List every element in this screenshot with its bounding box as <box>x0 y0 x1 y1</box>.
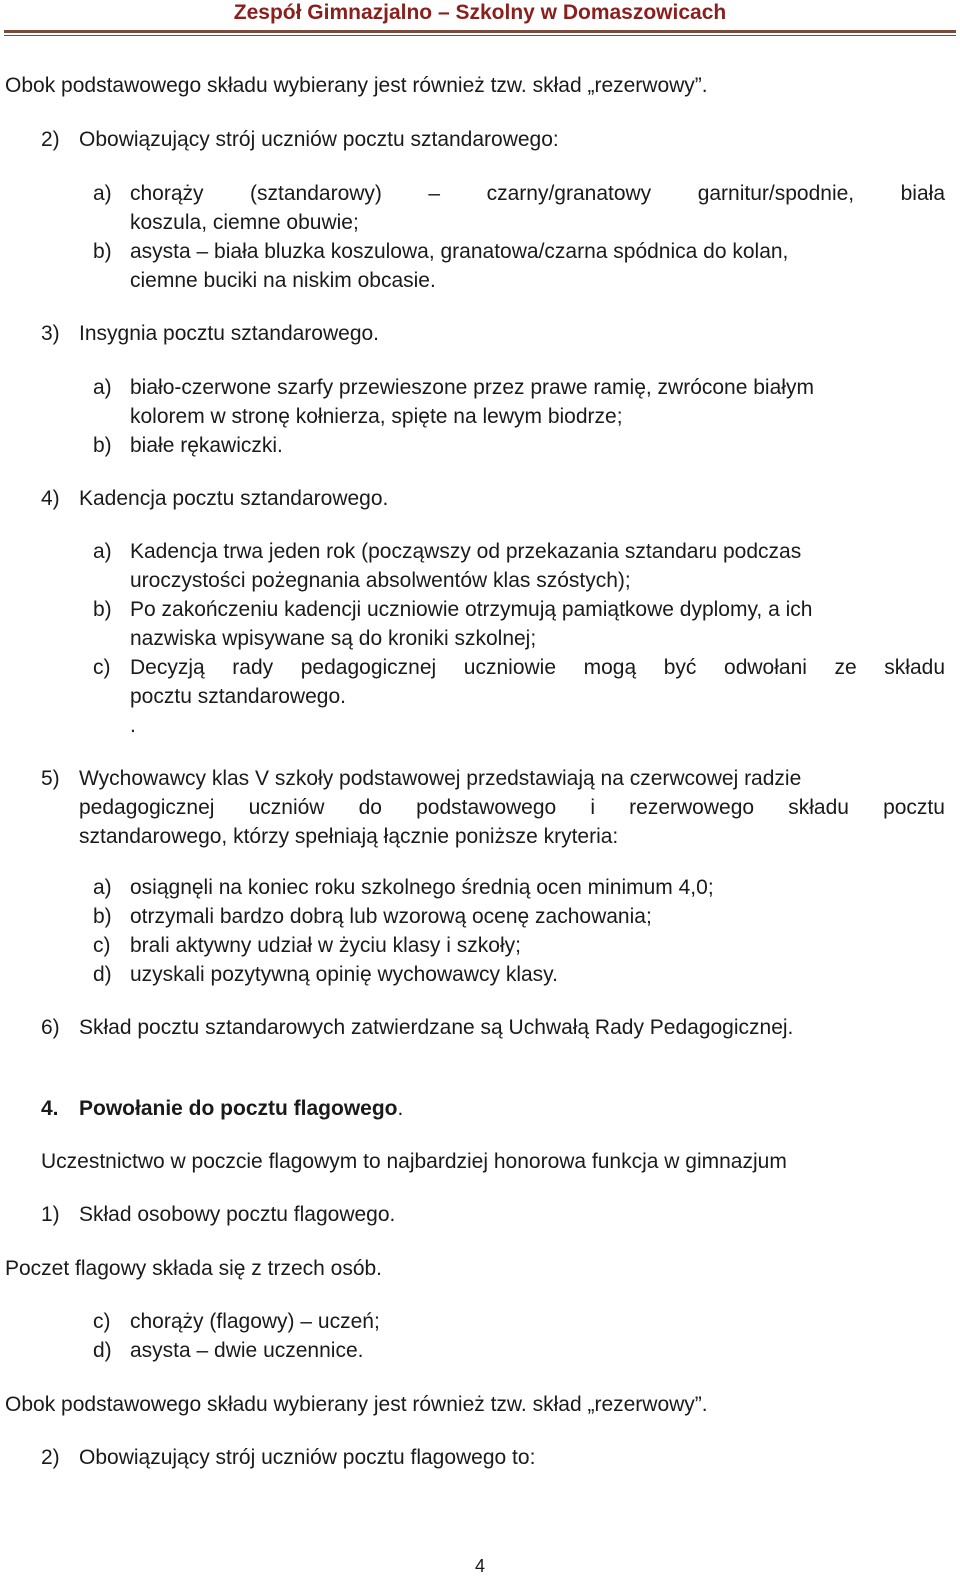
list-item-criteria-cont <box>79 793 945 822</box>
list-item-sashes: biało-czerwone szarfy przewieszone przez prawe ramię, zwrócone białym <box>130 376 814 399</box>
word: rezerwowego <box>629 796 755 819</box>
list-letter: b) <box>93 240 112 263</box>
list-letter: a) <box>93 540 112 563</box>
list-item-flag-members: Skład osobowy pocztu flagowego. <box>79 1203 396 1226</box>
list-letter: d) <box>93 963 112 986</box>
page-header: Zespół Gimnazjalno – Szkolny w Domaszowicach <box>233 1 727 24</box>
list-item-uniform: Obowiązujący strój uczniów pocztu sztandarowego: <box>79 128 559 151</box>
paragraph-reserve-flag: Obok podstawowego składu wybierany jest również tzw. skład „rezerwowy”. <box>5 1393 708 1416</box>
list-letter: a) <box>93 182 112 205</box>
list-item-diplomas-cont: nazwiska wpisywane są do kroniki szkolnej; <box>130 627 537 650</box>
word: uczniowie <box>463 656 557 679</box>
list-item-assistant: asysta – biała bluzka koszulowa, granatowa/czarna spódnica do kolan, <box>130 240 789 263</box>
word: rady <box>232 656 274 679</box>
section-number: 4. <box>41 1097 59 1120</box>
section-heading-dot: . <box>397 1097 404 1120</box>
list-letter: c) <box>93 656 111 679</box>
list-item-criteria-cont2: sztandarowego, którzy spełniają łącznie poniższe kryteria: <box>79 825 619 848</box>
paragraph-reserve: Obok podstawowego składu wybierany jest również tzw. skład „rezerwowy”. <box>5 74 708 97</box>
word: garnitur/spodnie, <box>697 182 855 205</box>
list-number: 1) <box>41 1203 60 1226</box>
list-item-term-length-cont: uroczystości pożegnania absolwentów klas szóstych); <box>130 569 631 592</box>
paragraph-honor: Uczestnictwo w poczcie flagowym to najbardziej honorowa funkcja w gimnazjum <box>41 1150 787 1173</box>
list-item-flag-assistants: asysta – dwie uczennice. <box>130 1339 364 1362</box>
list-letter: d) <box>93 1339 112 1362</box>
word: do <box>358 796 382 819</box>
list-item-opinion: uzyskali pozytywną opinię wychowawcy klasy. <box>130 963 558 986</box>
list-item-term: Kadencja pocztu sztandarowego. <box>79 487 389 510</box>
list-item-standard-bearer-cont: koszula, ciemne obuwie; <box>130 211 359 234</box>
list-item-term-length: Kadencja trwa jeden rok (począwszy od przekazania sztandaru podczas <box>130 540 802 563</box>
list-letter: b) <box>93 905 112 928</box>
word: mogą <box>583 656 637 679</box>
word: ze <box>834 656 857 679</box>
list-item-standard-bearer <box>130 179 945 208</box>
section-heading-text: Powołanie do pocztu flagowego <box>79 1097 398 1120</box>
list-number: 5) <box>41 767 60 790</box>
word: biała <box>900 182 945 205</box>
list-letter: a) <box>93 376 112 399</box>
list-item-assistant-cont: ciemne buciki na niskim obcasie. <box>130 269 436 292</box>
list-item-gloves: białe rękawiczki. <box>130 434 283 457</box>
list-item-sashes-cont: kolorem w stronę kołnierza, spięte na lewym biodrze; <box>130 405 623 428</box>
list-item-insignia: Insygnia pocztu sztandarowego. <box>79 322 380 345</box>
list-item-dismissal-cont: pocztu sztandarowego. <box>130 685 346 708</box>
list-number: 6) <box>41 1016 60 1039</box>
list-item-grades: osiągnęli na koniec roku szkolnego średnią ocen minimum 4,0; <box>130 876 714 899</box>
list-number: 2) <box>41 1446 60 1469</box>
stray-dot: . <box>130 714 136 737</box>
word: składu <box>788 796 849 819</box>
list-letter: b) <box>93 434 112 457</box>
header-rule-thin <box>4 35 956 36</box>
list-letter: c) <box>93 1310 111 1333</box>
paragraph-three-people: Poczet flagowy składa się z trzech osób. <box>5 1257 383 1280</box>
word: – <box>428 182 441 205</box>
list-item-dismissal <box>130 653 945 682</box>
word: składu <box>884 656 945 679</box>
word: pedagogicznej <box>79 796 215 819</box>
word: uczniów <box>248 796 325 819</box>
word: czarny/granatowy <box>486 182 652 205</box>
list-letter: b) <box>93 598 112 621</box>
list-letter: c) <box>93 934 111 957</box>
word: i <box>590 796 596 819</box>
list-item-activity: brali aktywny udział w życiu klasy i szkoły; <box>130 934 521 957</box>
section-heading <box>79 1094 403 1123</box>
word: być <box>663 656 697 679</box>
page-number: 4 <box>474 1556 485 1576</box>
word: pocztu <box>883 796 945 819</box>
list-letter: a) <box>93 876 112 899</box>
list-item-approval: Skład pocztu sztandarowych zatwierdzane są Uchwałą Rady Pedagogicznej. <box>79 1016 794 1039</box>
list-item-behavior: otrzymali bardzo dobrą lub wzorową ocenę zachowania; <box>130 905 652 928</box>
word: odwołani <box>724 656 807 679</box>
list-item-criteria: Wychowawcy klas V szkoły podstawowej przedstawiają na czerwcowej radzie <box>79 767 802 790</box>
list-number: 3) <box>41 322 60 345</box>
list-number: 4) <box>41 487 60 510</box>
word: pedagogicznej <box>300 656 437 679</box>
list-item-flag-bearer: chorąży (flagowy) – uczeń; <box>130 1310 380 1333</box>
list-item-flag-uniform: Obowiązujący strój uczniów pocztu flagowego to: <box>79 1446 536 1469</box>
list-number: 2) <box>41 128 60 151</box>
header-rule-thick <box>4 30 956 33</box>
word: Decyzją <box>130 656 205 679</box>
word: podstawowego <box>416 796 557 819</box>
list-item-diplomas: Po zakończeniu kadencji uczniowie otrzymują pamiątkowe dyplomy, a ich <box>130 598 813 621</box>
word: chorąży <box>130 182 204 205</box>
word: (sztandarowy) <box>250 182 382 205</box>
